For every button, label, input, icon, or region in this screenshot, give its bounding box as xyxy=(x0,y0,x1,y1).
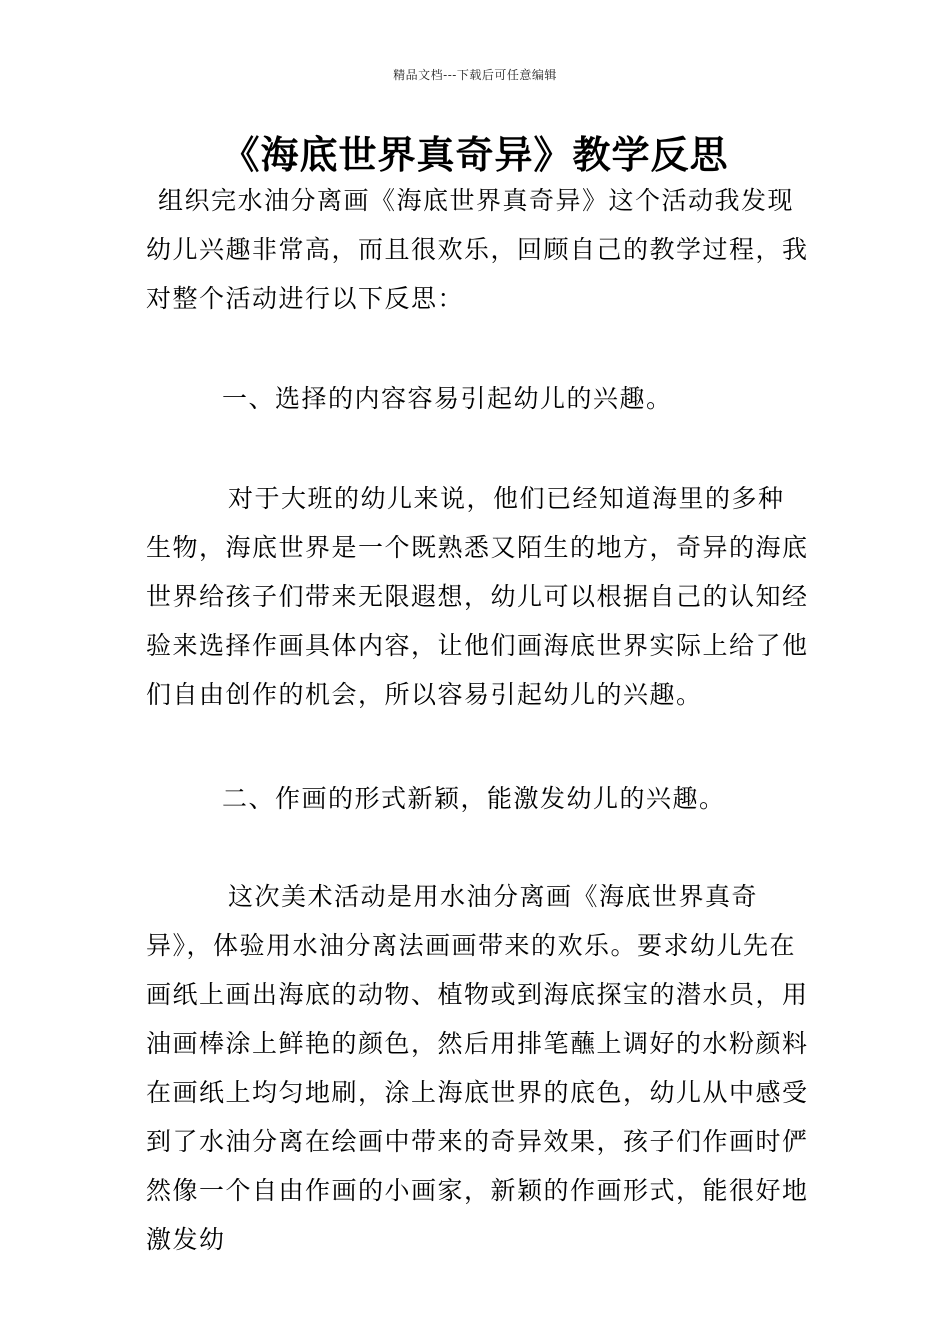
intro-paragraph: 组织完水油分离画《海底世界真奇异》这个活动我发现幼儿兴趣非常高，而且很欢乐，回顾自己的教学过程，我对整个活动进行以下反思： xyxy=(146,186,809,313)
section-1-heading: 一、选择的内容容易引起幼儿的兴趣。 xyxy=(222,384,673,413)
header-note: 精品文档---下载后可任意编辑 xyxy=(393,68,557,82)
section-2-paragraph: 这次美术活动是用水油分离画《海底世界真奇异》，体验用水油分离法画画带来的欢乐。要求幼儿先在画纸上画出海底的动物、植物或到海底探宝的潜水员，用油画棒涂上鲜艳的颜色，然后用排笔蘸上调好的水粉颜料在画纸上均匀地刷，涂上海底世界的底色，幼儿从中感受到了水油分离在绘画中带来的奇异效果，孩子们作画时俨然像一个自由作画的小画家，新颖的作画形式，能很好地激发幼 xyxy=(146,882,809,1254)
section-1-paragraph: 对于大班的幼儿来说，他们已经知道海里的多种生物，海底世界是一个既熟悉又陌生的地方，奇异的海底世界给孩子们带来无限遐想，幼儿可以根据自己的认知经验来选择作画具体内容，让他们画海底世界实际上给了他们自由创作的机会，所以容易引起幼儿的兴趣。 xyxy=(146,484,809,709)
document-title: 《海底世界真奇异》教学反思 xyxy=(221,133,729,177)
section-2-heading: 二、作画的形式新颖，能激发幼儿的兴趣。 xyxy=(222,784,726,813)
